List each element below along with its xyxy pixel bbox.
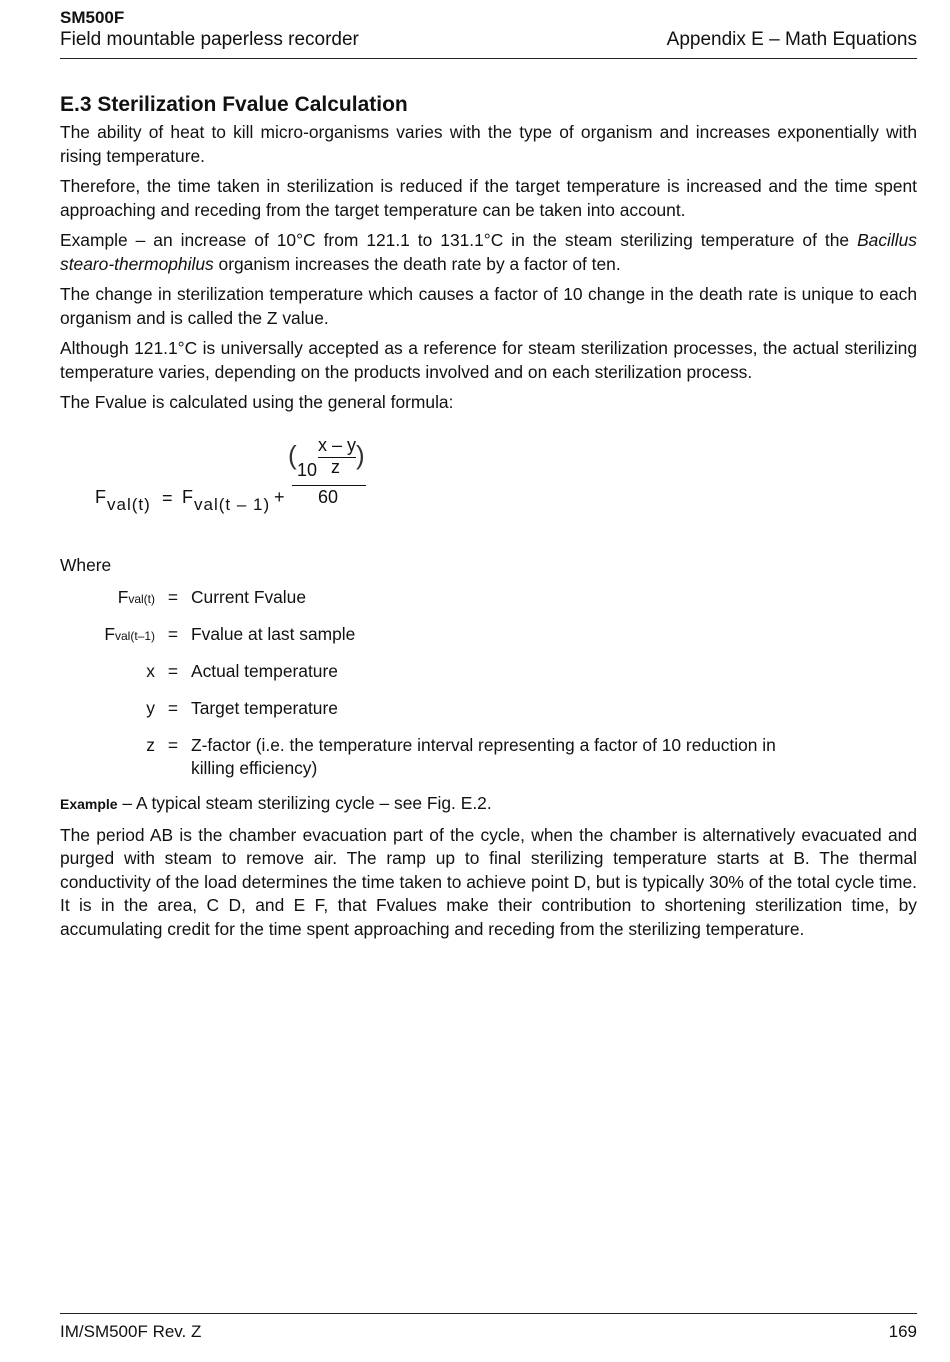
document-id: IM/SM500F Rev. Z [60, 1322, 202, 1341]
example-line [60, 792, 917, 817]
formula-rhs-f: F [182, 486, 193, 507]
paragraph: The Fvalue is calculated using the general formula: [60, 392, 454, 412]
formula-exponent-numerator: x – y [318, 434, 357, 455]
definition-equals: = [167, 697, 179, 718]
example-line-text: – A typical steam sterilizing cycle – see Fig. E.2. [117, 793, 492, 813]
definition-row [60, 623, 917, 649]
definitions-list [60, 586, 917, 781]
main-fraction-bar [292, 485, 366, 486]
definition-row [60, 586, 917, 612]
example-paragraph [60, 229, 917, 276]
definition-symbol: Fval(t–1) [104, 623, 155, 644]
formula-equals: = [162, 487, 173, 508]
final-paragraph: The period AB is the chamber evacuation part of the cycle, when the chamber is alternatively evacuated and purged with steam to remove air. The ramp up to final sterilizing temperature starts at B. The thermal conductivity of the load determines the time taken to achieve point D, but is typically 30% of the total cycle time. It is in the area, C D, and E F, that Fvalues make their contribution to shortening sterilization time, by accumulating credit for the time spent approaching and receding from the sterilizing temperature. [60, 824, 917, 939]
paragraph: The change in sterilization temperature which causes a factor of 10 change in the death rate is unique to each organism and is called the Z value. [60, 284, 917, 328]
definition-equals: = [167, 586, 179, 607]
definition-equals: = [167, 623, 179, 644]
paragraph: Although 121.1°C is universally accepted as a reference for steam sterilization processes, the actual sterilizing temperature varies, depending on the products involved and on each sterilization process. [60, 338, 917, 382]
definition-text: Target temperature [191, 697, 338, 718]
definition-row [60, 697, 917, 723]
product-name: SM500F [60, 8, 125, 27]
formula-exponent-denominator: z [331, 456, 340, 477]
example-text: Example – an increase of 10°C from 121.1 to 131.1°C in the steam sterilizing temperature of the [60, 230, 858, 250]
where-label: Where [60, 554, 112, 575]
header-divider [60, 58, 917, 59]
fvalue-formula [60, 427, 917, 547]
definition-equals: = [167, 660, 179, 681]
definition-row [60, 660, 917, 686]
paragraph: The ability of heat to kill micro-organisms varies with the type of organism and increases exponentially with rising temperature. [60, 122, 917, 166]
page-number: 169 [888, 1322, 917, 1341]
definition-symbol: z [146, 734, 155, 755]
definition-symbol: y [146, 697, 155, 718]
definition-text: Z-factor (i.e. the temperature interval representing a factor of 10 reduction in killing efficiency) [191, 734, 776, 778]
definition-text: Fvalue at last sample [191, 623, 356, 644]
product-subtitle: Field mountable paperless recorder [60, 29, 359, 50]
paragraph: Therefore, the time taken in sterilization is reduced if the target temperature is increased and the time spent approaching and receding from the target temperature can be taken into account. [60, 176, 917, 220]
page-content [60, 92, 917, 948]
formula-lhs-f: F [95, 486, 106, 507]
footer-divider [60, 1313, 917, 1314]
definition-symbol: Fval(t) [117, 586, 155, 607]
definition-text: Current Fvalue [191, 586, 307, 607]
definition-symbol: x [146, 660, 155, 681]
example-text-end: organism increases the death rate by a factor of ten. [213, 253, 621, 274]
formula-base: 10 [297, 459, 318, 480]
header-row [60, 28, 917, 52]
formula-paren-close: ) [356, 439, 365, 470]
page-footer [60, 1322, 917, 1342]
section-title: E.3 Sterilization Fvalue Calculation [60, 93, 408, 116]
definition-row [60, 734, 917, 781]
formula-rhs-subscript: val(t – 1) [194, 494, 271, 514]
definition-text: Actual temperature [191, 660, 338, 681]
formula-paren-open: ( [288, 439, 297, 470]
formula-denominator: 60 [318, 486, 339, 507]
section-reference: Appendix E – Math Equations [666, 29, 917, 50]
organism-name: Bacillus stearo-thermophilus [60, 230, 917, 274]
formula-plus: + [274, 486, 285, 507]
definition-equals: = [167, 734, 179, 755]
formula-lhs-subscript: val(t) [107, 494, 151, 514]
example-label: Example [60, 796, 118, 812]
page-header [60, 8, 917, 52]
